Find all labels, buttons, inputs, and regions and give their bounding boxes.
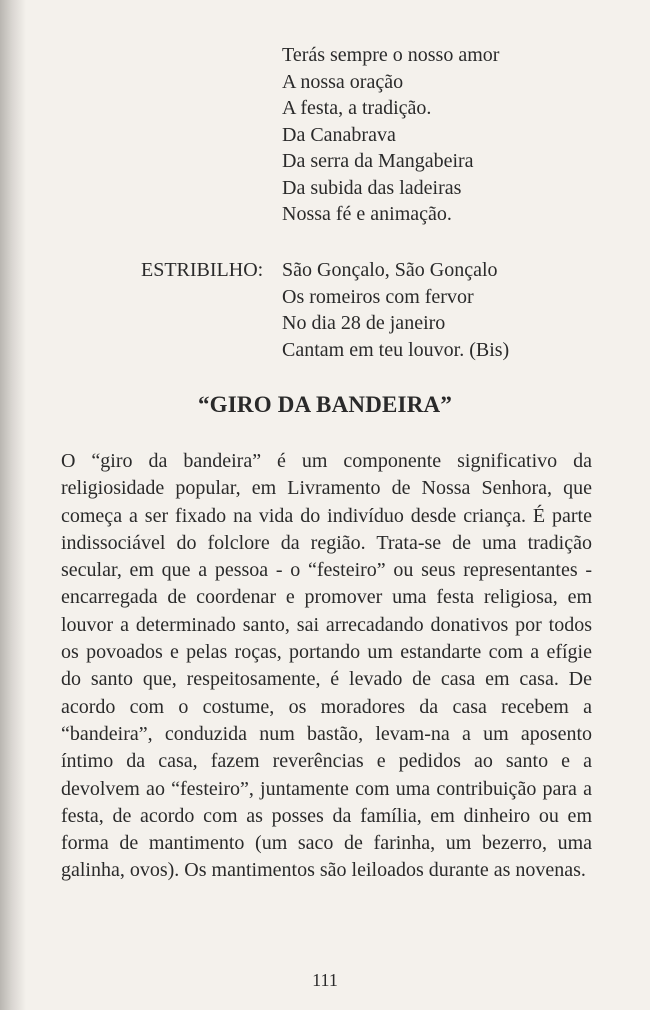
refrain-lines [282,257,509,363]
verse-line: A nossa oração [282,70,404,93]
body-paragraph: O “giro da bandeira” é um componente significativo da religiosidade popular, em Livramento de Nossa Senhora, que começa a ser fixado na vida do indivíduo desde criança. É parte indissociável do folclore da região. Trata-se de uma tradição secular, em que a pessoa - o “festeiro” ou seus representantes - encarregada de coordenar e promover uma festa religiosa, em louvor a determinado santo, sai arrecadando donativos por todos os povoados e pelas roças, portando um estandarte com a efígie do santo que, respeitosamente, é levado de casa em casa. De acordo com o costume, os moradores da casa recebem a “bandeira”, conduzida num bastão, levam-na a um aposento íntimo da casa, fazem reverências e pedidos ao santo e a devolvem ao “festeiro”, juntamente com uma contribuição para a festa, de acordo com as posses da família, em dinheiro ou em forma de mantimento (um saco de farinha, um bezerro, uma galinha, ovos). Os mantimentos são leiloados durante as novenas. [61,450,592,882]
verse-line: Da serra da Mangabeira [282,150,474,172]
verse-line: A festa, a tradição. [282,97,432,119]
section-title: “GIRO DA BANDEIRA” [197,392,453,417]
refrain-line: Cantam em teu louvor. (Bis) [282,338,510,361]
verse-line: Da subida das ladeiras [282,176,462,199]
verse-line: Terás sempre o nosso amor [282,44,500,66]
verse-line: Da Canabrava [282,123,396,146]
page-number: 111 [312,970,338,990]
refrain-line: São Gonçalo, São Gonçalo [282,259,498,281]
refrain-label: ESTRIBILHO: [141,259,264,281]
refrain-line: No dia 28 de janeiro [282,312,446,334]
refrain-line: Os romeiros com fervor [282,285,474,308]
verse-line: Nossa fé e animação. [282,203,452,225]
song-verse [282,42,499,228]
page-gutter-shadow [0,0,26,1010]
